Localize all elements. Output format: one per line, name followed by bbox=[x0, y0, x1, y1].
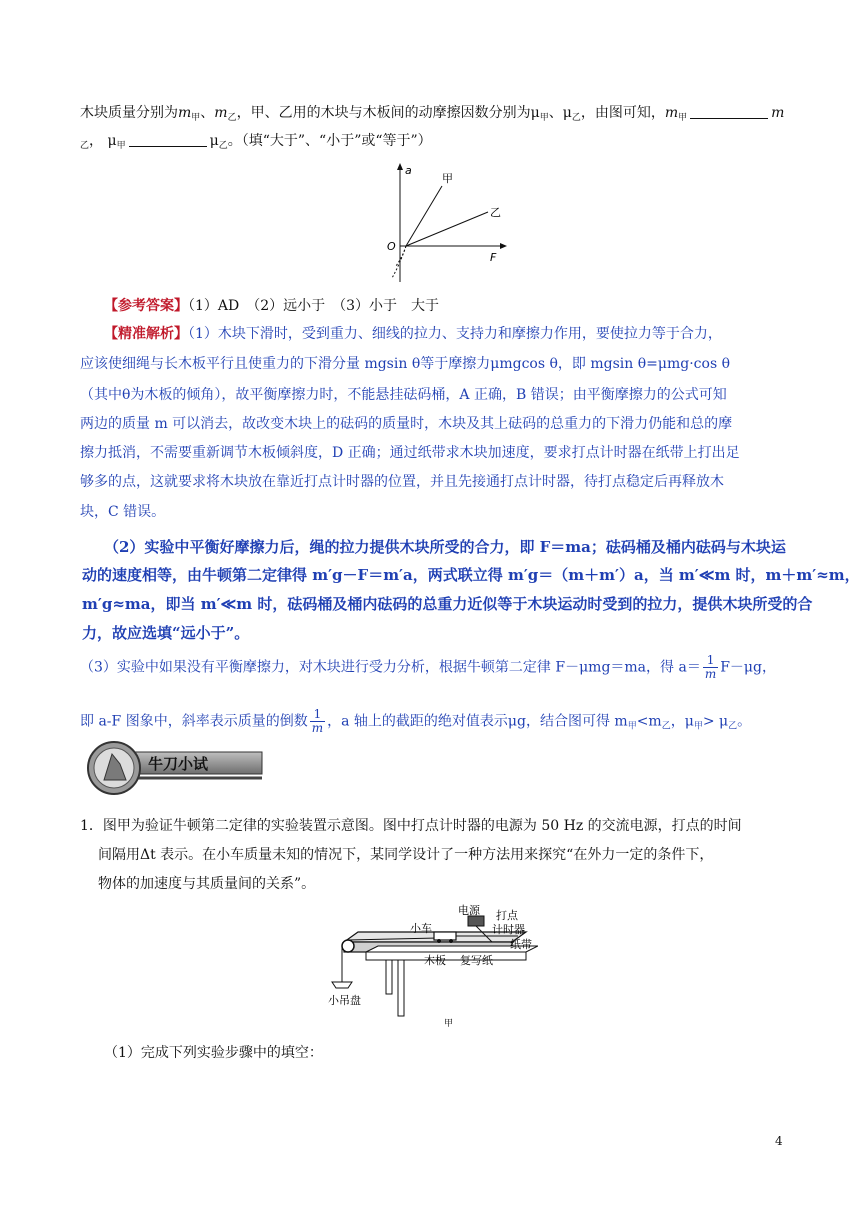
line-yi bbox=[406, 212, 488, 246]
label-jia: 甲 bbox=[442, 172, 453, 185]
analysis-text: ，μ bbox=[670, 713, 694, 730]
subscript: 甲 bbox=[693, 721, 703, 732]
analysis-part2-line-2: 动的速度相等，由牛顿第二定律得 m′g－F＝m′a，两式联立得 m′g＝（m＋m′）a，当 m′≪m 时，m＋m′≈m， bbox=[82, 566, 860, 584]
exercise-line-2: 间隔用Δt 表示。在小车质量未知的情况下，某同学设计了一种方法用来探究“在外力一定的条件下， bbox=[98, 847, 714, 863]
mu-symbol: μ bbox=[562, 105, 572, 121]
intro-text: ，由图可知， bbox=[580, 105, 665, 121]
analysis-text: ，a 轴上的截距的绝对值表示μg，结合图可得 m bbox=[327, 713, 628, 730]
m-symbol: m bbox=[214, 105, 228, 121]
timer-icon bbox=[468, 916, 484, 926]
apparatus-figure bbox=[326, 902, 538, 1032]
fraction-denominator: m bbox=[704, 667, 717, 681]
subscript: 乙 bbox=[728, 721, 738, 732]
m-symbol: m bbox=[178, 105, 192, 121]
analysis-text: > μ bbox=[702, 713, 729, 730]
analysis-line-5: 擦力抵消，不需要重新调节木板倾斜度，D 正确；通过纸带求木块加速度，要求打点计时器在纸带上打出足 bbox=[80, 445, 740, 461]
m-symbol: m bbox=[771, 105, 785, 121]
analysis-line-6: 够多的点，这就要求将木块放在靠近打点计时器的位置，并且先接通打点计时器，待打点稳定后再释放木 bbox=[80, 474, 724, 490]
separator: 、 bbox=[200, 105, 215, 121]
answer-blank[interactable] bbox=[690, 106, 768, 119]
intro-text: 。（填“大于”、“小于”或“等于”） bbox=[227, 133, 432, 149]
subscript: 乙 bbox=[571, 113, 581, 123]
label-tray: 小吊盘 bbox=[328, 994, 361, 1007]
reference-answer bbox=[104, 296, 439, 316]
analysis-line-7: 块，C 错误。 bbox=[80, 504, 166, 520]
banner-title: 牛刀小试 bbox=[148, 755, 209, 773]
fraction-numerator: 1 bbox=[703, 654, 718, 668]
separator: 、 bbox=[548, 105, 563, 121]
analysis-text: （1）木块下滑时，受到重力、细线的拉力、支持力和摩擦力作用，要使拉力等于合力， bbox=[188, 326, 722, 342]
analysis-part3-line-1 bbox=[80, 654, 776, 681]
label-power: 电源 bbox=[458, 904, 480, 917]
answer-blank[interactable] bbox=[129, 134, 207, 147]
figure-caption: 甲 bbox=[444, 1019, 454, 1029]
y-axis-arrow-icon bbox=[397, 163, 403, 170]
label-carbon: 复写纸 bbox=[460, 954, 493, 967]
a-f-graph bbox=[378, 160, 508, 290]
x-axis-arrow-icon bbox=[500, 243, 507, 249]
subscript: 乙 bbox=[661, 721, 671, 732]
question-line-1 bbox=[80, 103, 784, 128]
fraction-denominator: m bbox=[311, 721, 324, 735]
analysis-part3-line-2 bbox=[80, 708, 751, 737]
section-banner bbox=[86, 734, 264, 804]
analysis-line-1 bbox=[104, 324, 722, 344]
analysis-part2-line-1: （2）实验中平衡好摩擦力后，绳的拉力提供木块所受的合力，即 F＝ma；砝码桶及桶内砝码与木块运 bbox=[104, 538, 786, 556]
mu-symbol: μ bbox=[530, 105, 540, 121]
subscript: 甲 bbox=[539, 113, 549, 123]
label-timer-1: 打点 bbox=[496, 909, 518, 922]
analysis-line-3: （其中θ为木板的倾角），故平衡摩擦力时，不能悬挂砝码桶，A 正确，B 错误；由平衡摩擦力的公式可知 bbox=[80, 387, 727, 403]
analysis-text: F－μg， bbox=[720, 659, 776, 676]
exercise-line-3: 物体的加速度与其质量间的关系”。 bbox=[98, 876, 316, 892]
tray-icon bbox=[332, 982, 352, 988]
cart-icon bbox=[434, 932, 456, 940]
origin-label: O bbox=[387, 240, 396, 253]
axis-label-f: F bbox=[490, 251, 497, 264]
mu-symbol: μ bbox=[209, 133, 219, 149]
analysis-part2-line-4: 力，故应选填“远小于”。 bbox=[82, 624, 250, 642]
page-number: 4 bbox=[775, 1134, 783, 1148]
extension-yi bbox=[396, 246, 406, 266]
subscript: 甲 bbox=[678, 113, 688, 123]
answer-text: （1）AD （2）远小于 （3）小于 大于 bbox=[188, 298, 440, 314]
axis-label-a: a bbox=[405, 164, 412, 177]
label-yi: 乙 bbox=[490, 206, 501, 219]
analysis-part2-line-3: m′g≈ma，即当 m′≪m 时，砝码桶及桶内砝码的总重力近似等于木块运动时受到的拉力，提供木块所受的合 bbox=[82, 595, 813, 613]
analysis-text: 。 bbox=[737, 713, 752, 730]
line-jia bbox=[406, 186, 442, 246]
fraction-1-over-m bbox=[310, 708, 325, 735]
exercise-step-1: （1）完成下列实验步骤中的填空： bbox=[104, 1045, 323, 1061]
label-tape: 纸带 bbox=[510, 938, 532, 951]
subscript: 甲 bbox=[191, 113, 201, 123]
analysis-line-2: 应该使细绳与长木板平行且使重力的下滑分量 mgsin θ等于摩擦力μmgcos θ，即 mgsin θ=μmg·cos θ bbox=[80, 356, 731, 372]
mu-symbol: μ bbox=[107, 133, 117, 149]
exercise-line-1: 1．图甲为验证牛顿第二定律的实验装置示意图。图中打点计时器的电源为 50 Hz 的交流电源，打点的时间 bbox=[80, 818, 742, 834]
subscript: 乙 bbox=[218, 141, 228, 151]
label-board: 木板 bbox=[424, 954, 446, 967]
subscript: 乙 bbox=[227, 113, 237, 123]
label-timer-2: 计时器 bbox=[492, 923, 525, 936]
analysis-line-4: 两边的质量 m 可以消去，故改变木块上的砝码的质量时，木块及其上砝码的总重力的下滑力仍能和总的摩 bbox=[80, 416, 733, 432]
separator: ， bbox=[89, 133, 104, 149]
analysis-text: 即 a-F 图象中，斜率表示质量的倒数 bbox=[80, 713, 308, 730]
answer-tag: 【参考答案】 bbox=[104, 298, 188, 314]
m-symbol: m bbox=[664, 105, 679, 121]
fraction-1-over-m bbox=[703, 654, 718, 681]
analysis-text: （3）实验中如果没有平衡摩擦力，对木块进行受力分析，根据牛顿第二定律 F－μmg＝ma，得 a＝ bbox=[80, 659, 701, 676]
label-cart: 小车 bbox=[410, 922, 432, 935]
question-line-2 bbox=[80, 131, 432, 156]
intro-text: 木块质量分别为 bbox=[80, 105, 178, 121]
fraction-numerator: 1 bbox=[310, 708, 325, 722]
intro-text: ，甲、乙用的木块与木板间的动摩擦因数分别为 bbox=[236, 105, 531, 121]
analysis-tag: 【精准解析】 bbox=[104, 326, 188, 342]
analysis-text: <m bbox=[636, 713, 662, 730]
subscript: 甲 bbox=[116, 141, 126, 151]
subscript: 甲 bbox=[627, 721, 637, 732]
pulley-icon bbox=[342, 940, 354, 952]
subscript: 乙 bbox=[80, 141, 90, 151]
